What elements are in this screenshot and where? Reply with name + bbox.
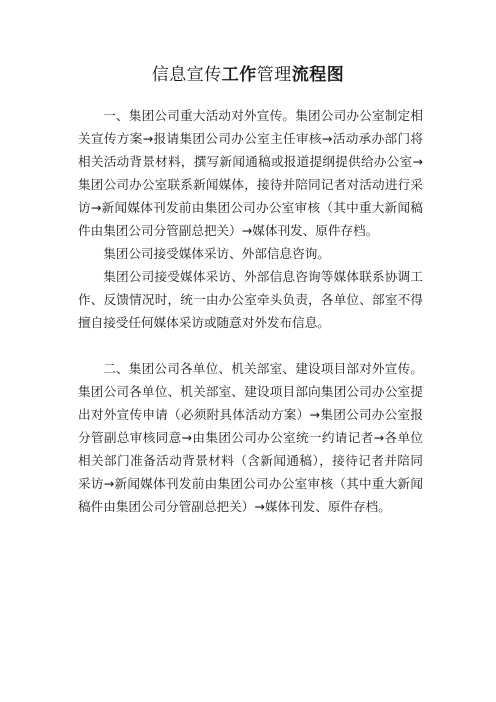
title-part-2: 工作 (221, 65, 257, 85)
title-part-4: 流程图 (291, 65, 345, 85)
section-1-subparagraph: 集团公司接受媒体采访、外部信息咨询等媒体联系协调工作、反馈情况时，统一由办公室牵头负责，各单位、部室不得擅自接受任何媒体采访或随意对外发布信息。 (78, 269, 423, 330)
page-title (0, 60, 496, 85)
paragraph-spacer (78, 334, 423, 357)
section-1-subheading: 集团公司接受媒体采访、外部信息咨询。 (103, 246, 330, 261)
section-1-paragraph: 一、集团公司重大活动对外宣传。集团公司办公室制定相关宣传方案→报请集团公司办公室主任审核→活动承办部门将相关活动背景材料，撰写新闻通稿或报道提纲提供给办公室→集团公司办公室联系新闻媒体，接待并陪同记者对活动进行采访→新闻媒体刊发前由集团公司办公室审核（其中重大新闻稿件由集团公司分管副总把关）→媒体刊发、原件存档。 (78, 108, 423, 238)
title-part-1: 信息宣传 (151, 65, 222, 85)
title-part-3: 管理 (256, 65, 292, 85)
section-2-paragraph: 二、集团公司各单位、机关部室、建设项目部对外宣传。集团公司各单位、机关部室、建设项目部向集团公司办公室提出对外宣传申请（必须附具体活动方案）→集团公司办公室报分管副总审核同意→由集团公司办公室统一约请记者→各单位相关部门准备活动背景材料（含新闻通稿），接待记者并陪同采访→新闻媒体刊发前由集团公司办公室审核（其中重大新闻稿件由集团公司分管副总把关）→媒体刊发、原件存档。 (78, 361, 423, 514)
document-body (78, 104, 423, 518)
